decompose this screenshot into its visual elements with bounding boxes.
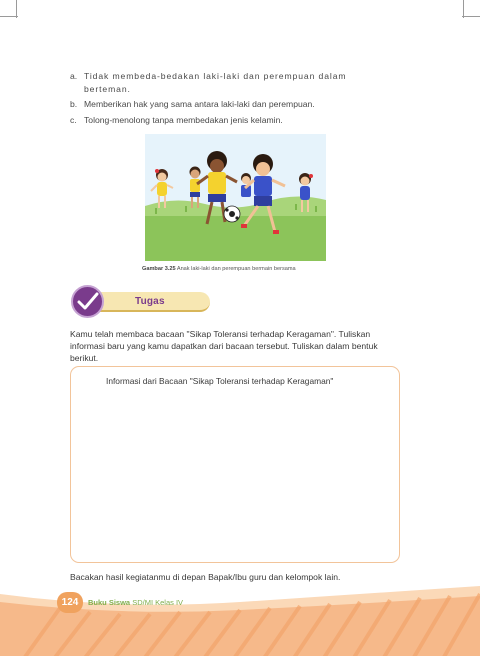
crop-mark-top-right-h [462, 16, 480, 17]
list-text: Memberikan hak yang sama antara laki-laki dan perempuan. [84, 99, 315, 109]
list-marker: a. [70, 71, 78, 81]
list-text: Tolong-menolong tanpa membedakan jenis kelamin. [84, 114, 283, 125]
figure-caption [142, 266, 342, 272]
list-marker: b. [70, 99, 78, 109]
closing-instruction: Bacakan hasil kegiatanmu di depan Bapak/Ibu guru dan kelompok lain. [70, 572, 341, 582]
answer-box[interactable] [70, 366, 400, 563]
task-badge [71, 285, 104, 318]
book-title [88, 598, 183, 607]
children-playing-illustration [145, 134, 326, 261]
list-item [70, 98, 390, 111]
points-list [70, 70, 390, 129]
caption-label: Gambar 3.25 [142, 266, 176, 272]
list-text: Tidak membeda-bedakan laki-laki dan perempuan dalam berteman. [84, 71, 347, 94]
page-number: 124 [57, 592, 83, 613]
task-instructions: Kamu telah membaca bacaan "Sikap Toleransi terhadap Keragaman". Tuliskan informasi baru yang kamu dapatkan dari bacaan tersebut. Tuliskan dalam bentuk berikut. [70, 329, 378, 363]
crop-mark-top-left-h [0, 16, 18, 17]
checkmark-icon [73, 287, 102, 316]
answer-box-title: Informasi dari Bacaan "Sikap Toleransi terhadap Keragaman" [106, 376, 334, 386]
list-item [70, 114, 390, 127]
list-item [70, 70, 390, 95]
book-title-rest: SD/MI Kelas IV [130, 598, 184, 607]
task-title: Tugas [135, 296, 165, 307]
caption-text: Anak laki-laki dan perempuan bermain bersama [176, 266, 296, 272]
book-title-bold: Buku Siswa [88, 598, 131, 607]
list-marker: c. [70, 114, 77, 125]
